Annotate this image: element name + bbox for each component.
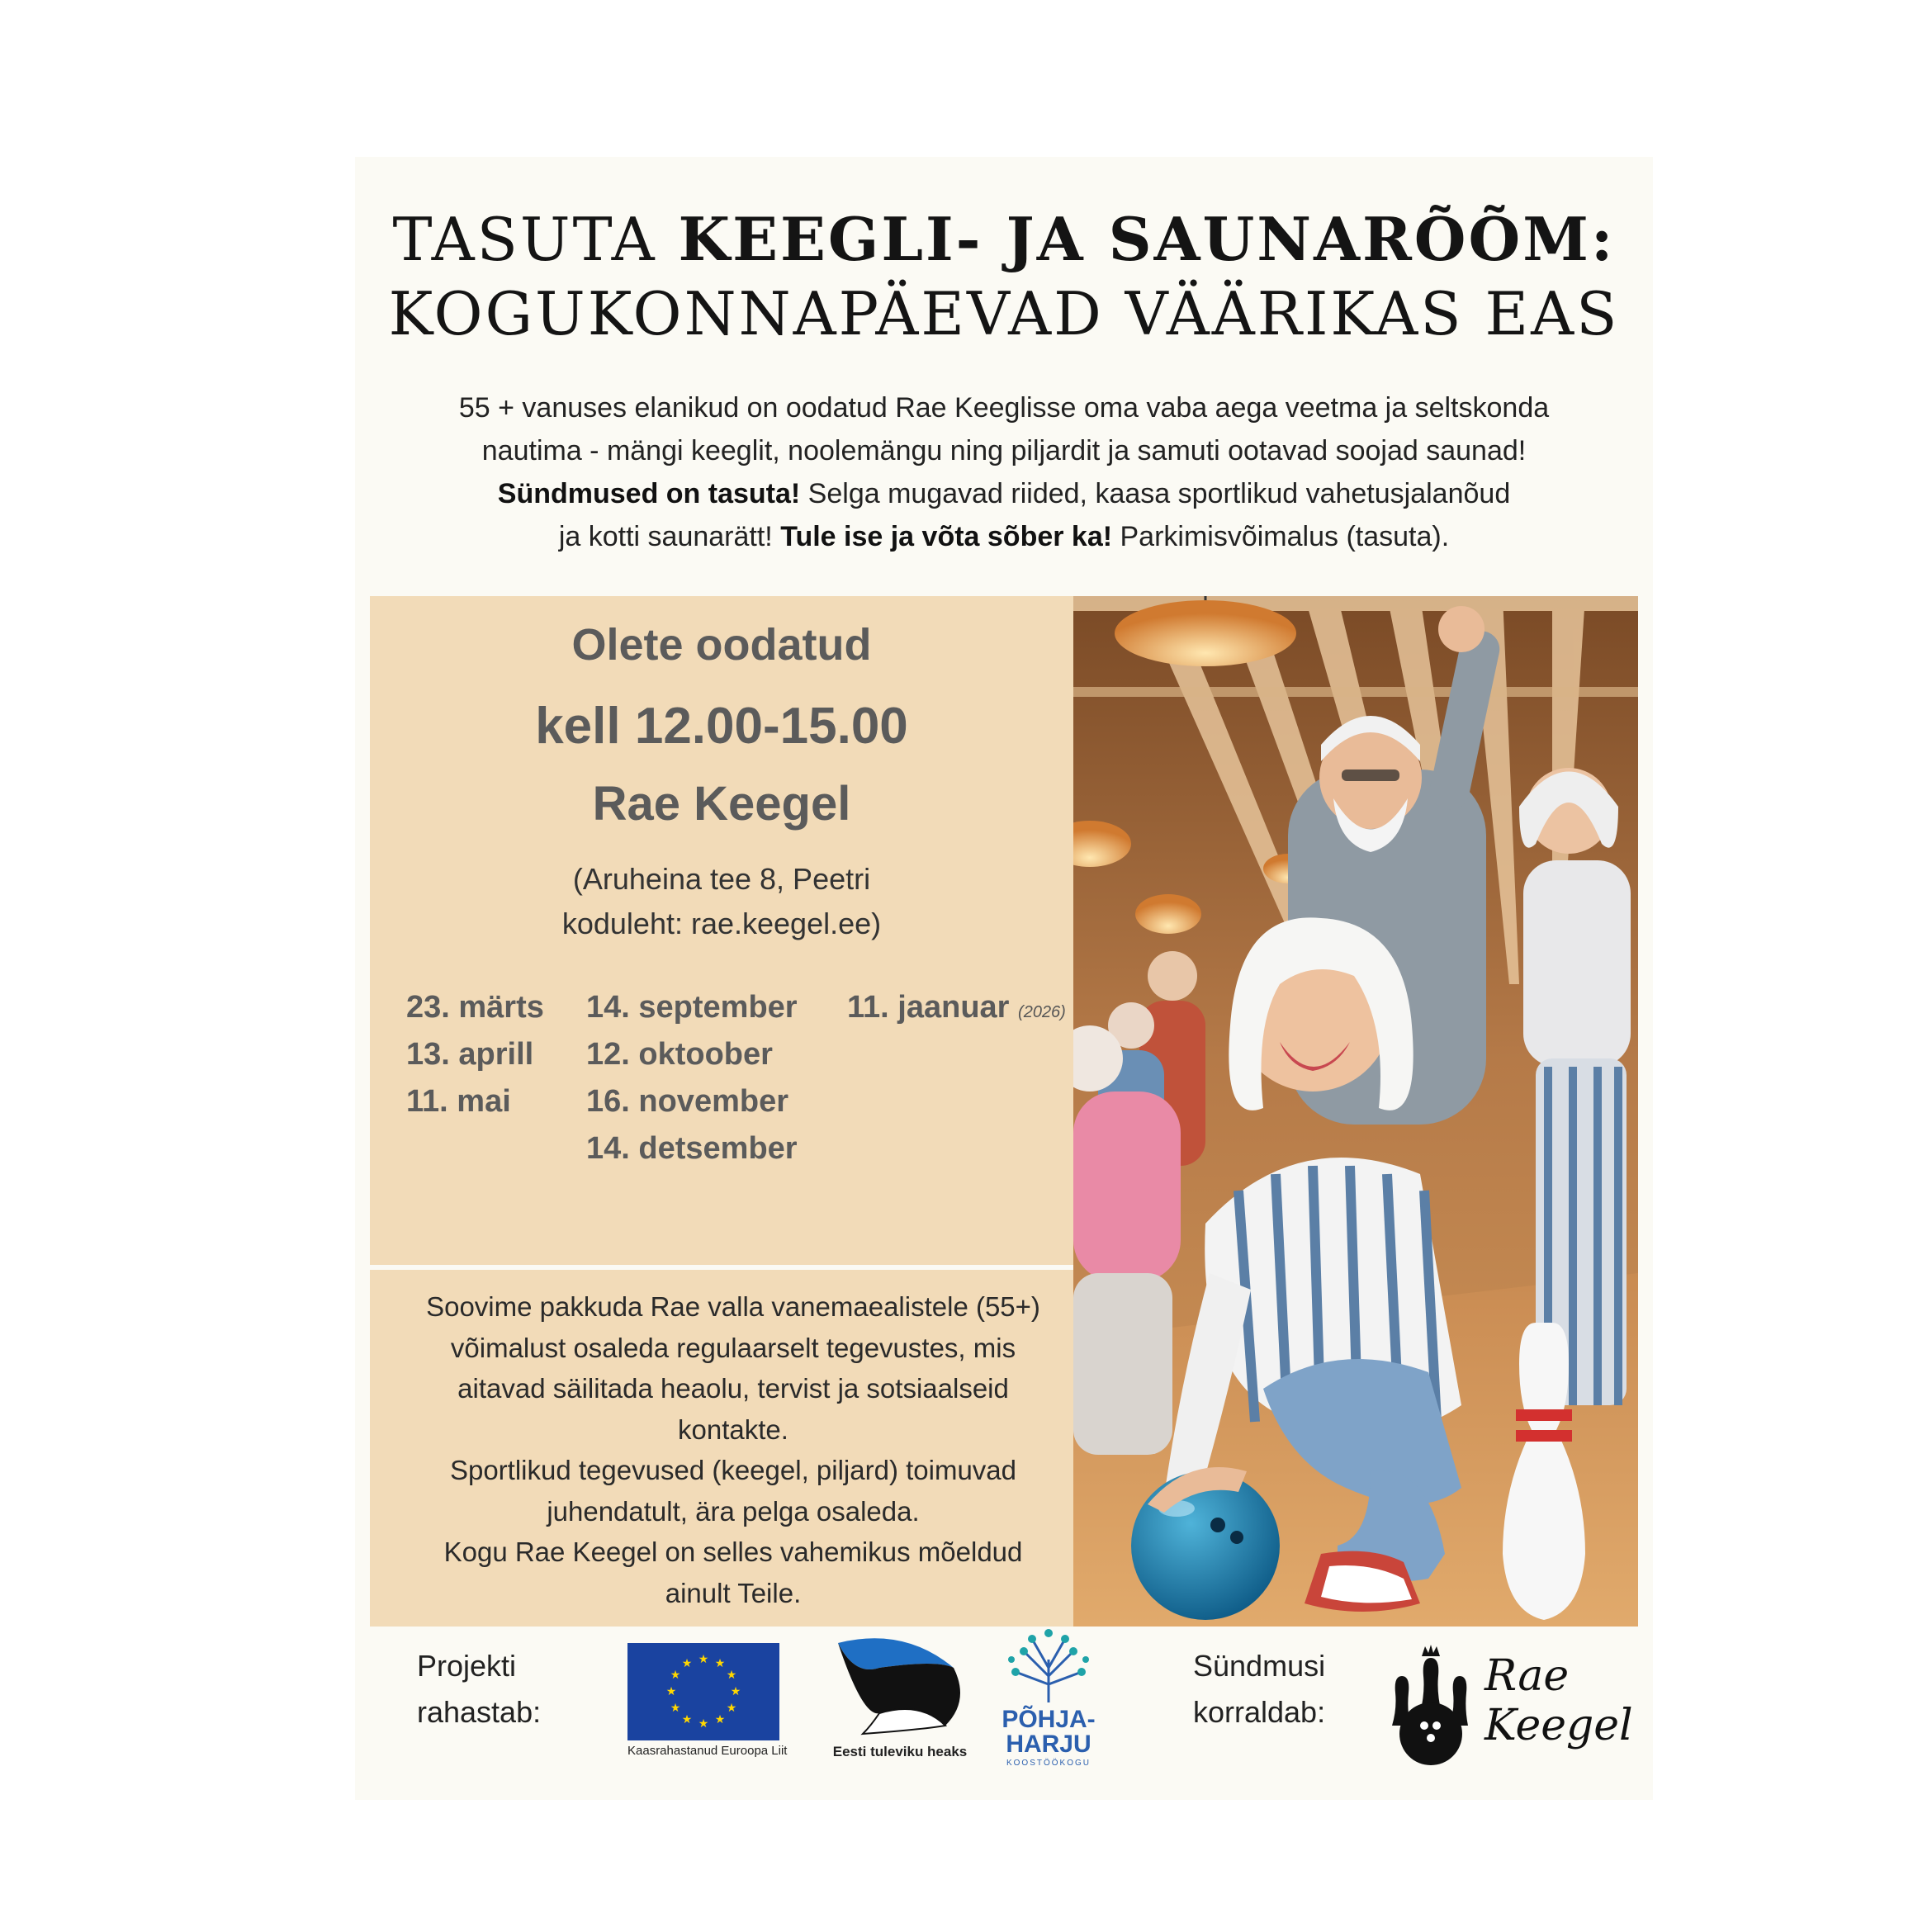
date-item: 11. mai [406, 1084, 511, 1119]
pohja-harju-logo [995, 1627, 1102, 1775]
description-line: Soovime pakkuda Rae valla vanemaealistele (55+) [426, 1291, 1040, 1322]
year-note: (2026) [1018, 1003, 1066, 1021]
date-item: 11. jaanuar (2026) [847, 990, 1066, 1025]
date-item: 14. detsember [586, 1131, 798, 1166]
eu-flag-icon [627, 1643, 779, 1740]
bowling-illustration [1073, 596, 1638, 1627]
description-text [403, 1286, 1063, 1613]
poster [355, 157, 1653, 1800]
description-line: kontakte. [678, 1413, 788, 1445]
intro-line-2: nautima - mängi keeglit, noolemängu ning piljardit ja samuti ootavad soojad saunad! [481, 435, 1527, 466]
description-panel [370, 1270, 1073, 1627]
svg-text:★: ★ [714, 1657, 726, 1670]
svg-text:★: ★ [726, 1669, 737, 1682]
estonian-flag-wave-icon [830, 1635, 970, 1740]
venue-address: (Aruheina tee 8, Peetri [572, 862, 871, 896]
svg-text:★: ★ [665, 1685, 677, 1698]
title-line-1: TASUTA KEEGLI- JA SAUNARÕÕM: [392, 204, 1616, 274]
dates-column-2 [586, 984, 798, 1172]
date-item: 13. aprill [406, 1037, 534, 1072]
rae-keegel-logo [1385, 1643, 1633, 1767]
rk-name-line2: Keegel [1485, 1701, 1633, 1750]
ee-caption: Eesti tuleviku heaks [832, 1744, 968, 1759]
svg-text:★: ★ [670, 1702, 681, 1715]
svg-text:★: ★ [730, 1685, 741, 1698]
svg-text:★: ★ [698, 1653, 709, 1666]
intro-line-4: ja kotti saunarätt! Tule ise ja võta sõber ka! Parkimisvõimalus (tasuta). [558, 521, 1450, 552]
date-item: 16. november [586, 1084, 788, 1119]
date-item: 14. september [586, 990, 798, 1025]
eu-logo [627, 1643, 788, 1758]
eu-caption: Kaasrahastanud Euroopa Liit [627, 1744, 788, 1758]
description-line: Kogu Rae Keegel on selles vahemikus mõeldud [443, 1537, 1023, 1567]
venue-website: koduleht: rae.keegel.ee) [561, 907, 882, 940]
svg-text:★: ★ [714, 1713, 726, 1726]
date-item: 23. märts [406, 990, 544, 1025]
bowling-pins-ball-icon [1385, 1643, 1476, 1767]
welcome-heading: Olete oodatud [571, 620, 872, 670]
svg-text:★: ★ [681, 1657, 693, 1670]
ph-subtitle: KOOSTÖÖKOGU [1006, 1759, 1091, 1768]
svg-text:★: ★ [670, 1669, 681, 1682]
title-bold: KEEGLI- JA SAUNARÕÕM: [678, 204, 1616, 274]
estonia-logo [830, 1635, 970, 1767]
dates-column-1 [406, 984, 544, 1125]
description-line: juhendatult, ära pelga osaleda. [547, 1495, 920, 1527]
organizer-label: Sündmusi korraldab: [1193, 1649, 1326, 1729]
poster-title [355, 202, 1653, 351]
svg-text:★: ★ [726, 1702, 737, 1715]
ph-name: PÕHJA- HARJU [1002, 1706, 1096, 1758]
event-venue: Rae Keegel [592, 777, 851, 831]
dates-column-3 [847, 984, 1066, 1036]
event-info-panel [370, 596, 1073, 1265]
description-line: võimalust osaleda regulaarselt tegevustes, mis [450, 1332, 1016, 1363]
description-line: Sportlikud tegevused (keegel, piljard) toimuvad [449, 1455, 1017, 1485]
event-time: kell 12.00-15.00 [535, 698, 908, 755]
intro-line-1: 55 + vanuses elanikud on oodatud Rae Keeglisse oma vaba aega veetma ja seltskonda [458, 392, 1550, 424]
date-item: 12. oktoober [586, 1037, 773, 1072]
intro-line-3: Sündmused on tasuta! Selga mugavad riided, kaasa sportlikud vahetusjalanõud [497, 478, 1511, 509]
bowling-photo [1073, 596, 1638, 1627]
rk-name-line1: Rae [1485, 1651, 1570, 1701]
tree-network-icon [995, 1627, 1102, 1705]
intro-text [405, 386, 1603, 558]
svg-text:★: ★ [681, 1713, 693, 1726]
svg-text:★: ★ [698, 1717, 709, 1731]
description-line: ainult Teile. [665, 1577, 802, 1608]
funder-label: Projekti rahastab: [417, 1649, 542, 1729]
description-line: aitavad säilitada heaolu, tervist ja sotsiaalseid [457, 1373, 1009, 1404]
title-line-2: KOGUKONNAPÄEVAD VÄÄRIKAS EAS [388, 279, 1620, 348]
